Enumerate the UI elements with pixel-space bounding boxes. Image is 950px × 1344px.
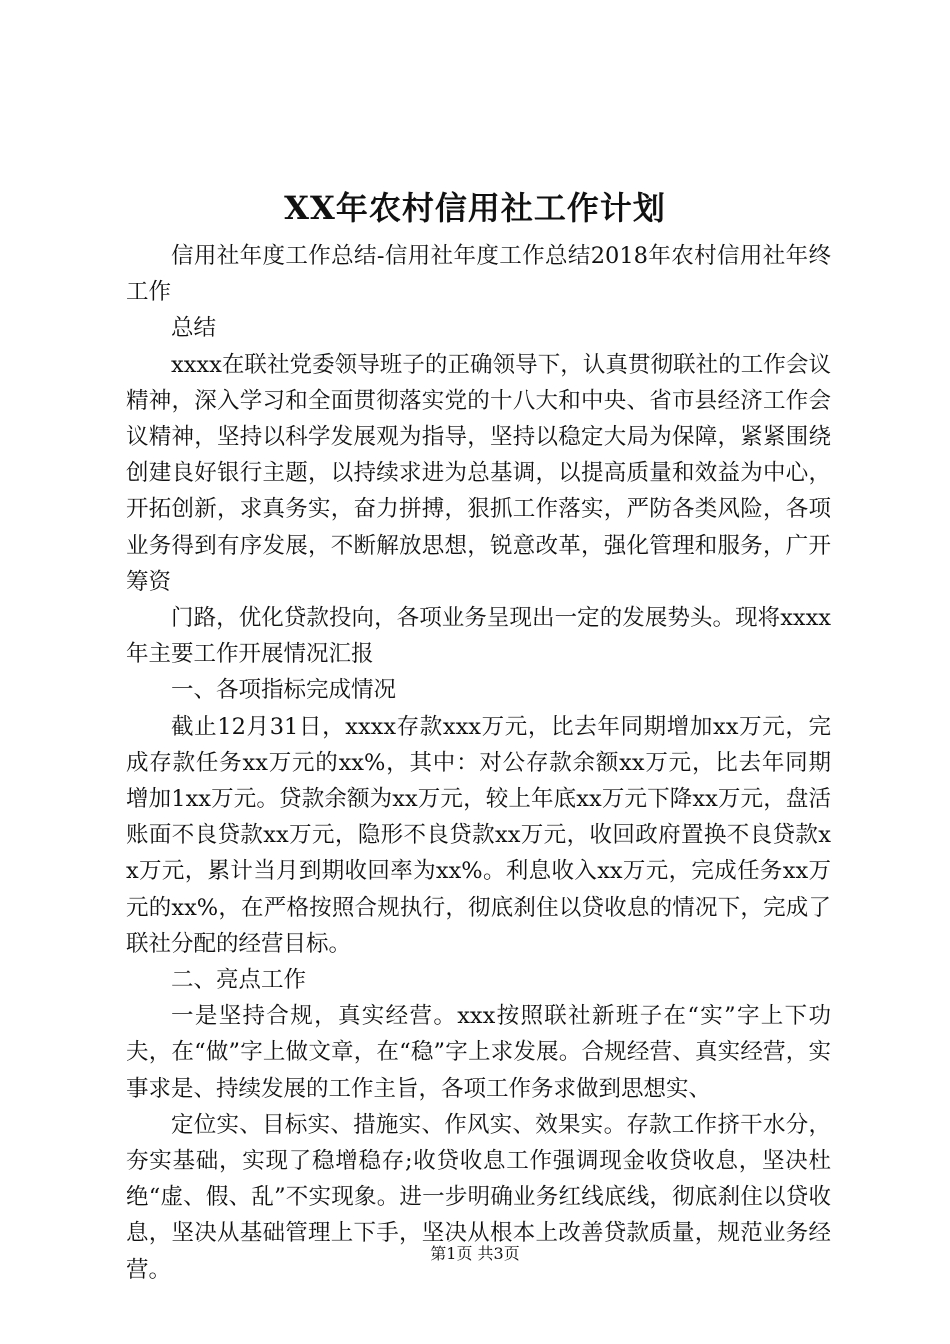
section-heading-highlights: 二、亮点工作 [171, 967, 307, 994]
document-title: XX年农村信用社工作计划 [284, 189, 666, 227]
paragraph-indicators: 截止12月31日，xxxx存款xxx万元，比去年同期增加xx万元，完成存款任务xx万元的xx%，其中：对公存款余额xx万元，比去年同期增加1xx万元。贷款余额为xx万元，较上年底xx万元下降xx万元，盘活账面不良贷款xx万元，隐形不良贷款xx万元，收回政府置换不良贷款xx万元，累计当月到期收回率为xx%。利息收入xx万元，完成任务xx万元的xx%，在严格按照合规执行，彻底刹住以贷收息的情况下，完成了联社分配的经营目标。 [126, 713, 831, 957]
page-number: 第1页 共3页 [430, 1244, 520, 1263]
section-heading-indicators: 一、各项指标完成情况 [171, 677, 397, 704]
paragraph-highlight-one-cont: 定位实、目标实、措施实、作风实、效果实。存款工作挤干水分，夯实基础，实现了稳增稳存;收贷收息工作强调现金收贷收息，坚决杜绝“虚、假、乱”不实现象。进一步明确业务红线底线，彻底刹住以贷收息，坚决从基础管理上下手，坚决从根本上改善贷款质量，规范业务经营。 [126, 1111, 831, 1283]
paragraph-highlight-one: 一是坚持合规，真实经营。xxx按照联社新班子在“实”字上下功夫，在“做”字上做文章，在“稳”字上求发展。合规经营、真实经营，实事求是、持续发展的工作主旨，各项工作务求做到思想实、 [126, 1003, 831, 1102]
paragraph-overview: xxxx在联社党委领导班子的正确领导下，认真贯彻联社的工作会议精神，深入学习和全面贯彻落实党的十八大和中央、省市县经济工作会议精神，坚持以科学发展观为指导，坚持以稳定大局为保障，紧紧围绕创建良好银行主题，以持续求进为总基调，以提高质量和效益为中心，开拓创新，求真务实，奋力拼搏，狠抓工作落实，严防各类风险，各项业务得到有序发展，不断解放思想，锐意改革，强化管理和服务，广开筹资 [126, 351, 831, 595]
paragraph-intro: 信用社年度工作总结-信用社年度工作总结2018年农村信用社年终工作 [126, 243, 831, 306]
document-body [126, 238, 831, 1288]
paragraph-overview-cont: 门路，优化贷款投向，各项业务呈现出一定的发展势头。现将xxxx年主要工作开展情况汇报 [126, 605, 831, 668]
paragraph-summary-label: 总结 [171, 315, 217, 342]
